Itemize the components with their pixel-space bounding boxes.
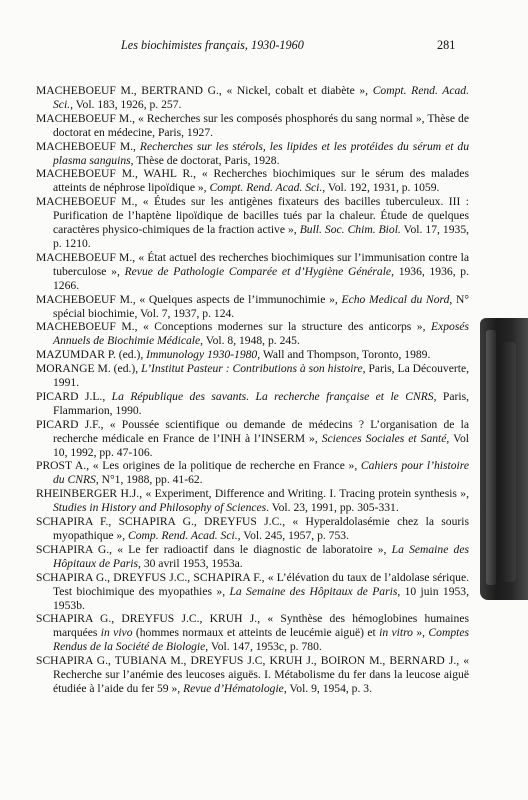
bibliography-entry [36, 515, 469, 543]
entry-text-segment: , Vol. 147, 1953c, p. 780. [205, 640, 322, 654]
entry-text-segment: SCHAPIRA G., DREYFUS J.C., KRUH J., « Synthèse des hémoglobines humaines marquées [36, 612, 469, 640]
entry-italic-segment: Revue d’Hématologie [183, 681, 284, 695]
entry-text-segment: MACHEBOEUF M., « Quelques aspects de l’immunochimie », [36, 292, 342, 306]
entry-italic-segment: Cahiers pour l’histoire du CNRS [53, 459, 469, 487]
bibliography-entry [36, 418, 469, 460]
running-title: Les biochimistes français, 1930-1960 [121, 38, 304, 52]
entry-italic-segment: Studies in History and Philosophy of Sciences [53, 501, 267, 515]
entry-text-segment: , Wall and Thompson, Toronto, 1989. [257, 348, 431, 362]
bibliography-entry [36, 84, 469, 112]
entry-italic-segment: Echo Medical du Nord [341, 292, 450, 306]
entry-text-segment: MACHEBOEUF M., « Études sur les antigènes fixateurs des bacilles tuberculeux. III : Purification de l’haptène lipoïdique de bacilles tués par la chaleur. Étude de quelques caractères physico-chimiques de la fraction active », [36, 195, 469, 237]
entry-text-segment: PICARD J.L., [36, 389, 112, 403]
entry-text-segment: SCHAPIRA G., TUBIANA M., DREYFUS J.C, KRUH J., BOIRON M., BERNARD J., « Recherche sur l’anémie des leucoses aiguës. I. Métabolisme du fer dans la leucose aiguë étudiée à l’aide du fer 59 », [36, 654, 469, 695]
entry-italic-segment: Recherches sur les stérols, les lipides et les protéides du sérum et du plasma sanguins [53, 139, 469, 167]
entry-text-segment: (hommes normaux et atteints de leucémie aiguë) et [132, 626, 380, 640]
entry-text-segment: , Vol. 9, 1954, p. 3. [283, 681, 372, 695]
bibliography-entry [36, 251, 469, 293]
entry-text-segment: PICARD J.F., « Poussée scientifique ou demande de médecins ? L’organisation de la recherche médicale en France de l’INH à l’INSERM », [36, 417, 469, 445]
entry-text-segment: MAZUMDAR P. (ed.), [36, 348, 147, 362]
entry-italic-segment: in vivo [100, 626, 133, 640]
bibliography-list [36, 84, 469, 696]
entry-text-segment: », [412, 626, 429, 640]
entry-text-segment: MORANGE M. (ed.), [36, 362, 142, 376]
bibliography-entry [36, 140, 469, 168]
entry-text-segment: , Vol. 192, 1931, p. 1059. [322, 181, 440, 195]
entry-text-segment: SCHAPIRA G., « Le fer radioactif dans le diagnostic de laboratoire », [36, 542, 392, 556]
entry-text-segment: , Paris, La Découverte, 1991. [53, 362, 469, 390]
entry-italic-segment: Comp. Rend. Acad. Sci. [128, 529, 238, 542]
book-binding-edge [480, 318, 528, 600]
entry-text-segment: PROST A., « Les origines de la politique de recherche en France », [36, 459, 361, 473]
entry-italic-segment: Immunology 1930-1980 [146, 348, 258, 362]
entry-text-segment: , 30 avril 1953, 1953a. [138, 556, 243, 570]
entry-text-segment: , Vol 10, 1992, pp. 47-106. [53, 431, 469, 459]
bibliography-entry [36, 390, 469, 418]
bibliography-entry [36, 654, 469, 696]
bibliography-entry [36, 362, 469, 390]
entry-text-segment: , Vol. 8, 1948, p. 245. [200, 334, 300, 348]
entry-italic-segment: in vitro [379, 626, 413, 640]
entry-text-segment: MACHEBOEUF M., « Conceptions modernes sur la structure des anticorps », [36, 320, 431, 334]
bibliography-entry [36, 293, 469, 321]
page-number: 281 [437, 38, 456, 52]
entry-text-segment: MACHEBOEUF M., BERTRAND G., « Nickel, cobalt et diabète », [36, 84, 373, 97]
entry-text-segment: MACHEBOEUF M., « Recherches sur les composés phosphorés du sang normal », Thèse de doctorat en médecine, Paris, 1927. [36, 111, 469, 139]
entry-italic-segment: La Semaine des Hôpitaux de Paris [229, 584, 398, 598]
entry-text-segment: Vol. 17, 1935, p. 1210. [53, 223, 470, 250]
entry-italic-segment: Comptes Rendus de la Société de Biologie [53, 626, 469, 654]
entry-text-segment: , 10 juin 1953, 1953b. [53, 584, 470, 612]
entry-text-segment: , Paris, Flammarion, 1990. [53, 389, 469, 417]
entry-text-segment: SCHAPIRA F., SCHAPIRA G., DREYFUS J.C., « Hyperaldolasémie chez la souris myopathique », [36, 515, 469, 542]
entry-italic-segment: Sciences Sociales et Santé [321, 431, 447, 445]
entry-text-segment: , Vol. 245, 1957, p. 753. [237, 529, 349, 542]
entry-italic-segment: Bull. Soc. Chim. Biol. [299, 223, 401, 237]
entry-text-segment: , Thèse de doctorat, Paris, 1928. [130, 153, 280, 167]
bibliography-entry [36, 459, 469, 487]
entry-italic-segment: La Semaine des Hôpitaux de Paris [53, 542, 469, 570]
entry-text-segment: , 1936, 1936, p. 1266. [53, 264, 470, 292]
entry-italic-segment: La République des savants. La recherche française et le CNRS [111, 389, 434, 403]
entry-text-segment: . Vol. 23, 1991, pp. 305-331. [266, 501, 399, 515]
entry-italic-segment: L’Institut Pasteur : Contributions à son histoire [141, 362, 363, 376]
entry-text-segment: MACHEBOEUF M., [36, 139, 140, 153]
entry-text-segment: , N° spécial biochimie, Vol. 7, 1937, p. 124. [53, 292, 469, 320]
entry-text-segment: SCHAPIRA G., DREYFUS J.C., SCHAPIRA F., « L’élévation du taux de l’aldolase sérique. Test biochimique des myopathies », [36, 570, 469, 598]
entry-italic-segment: Exposés Annuels de Biochimie Médicale [53, 320, 469, 348]
entry-italic-segment: Compt. Rend. Acad. Sci. [209, 181, 323, 195]
bibliography-entry [36, 348, 469, 362]
bibliography-entry [36, 571, 469, 613]
entry-text-segment: MACHEBOEUF M., « État actuel des recherches biochimiques sur l’immunisation contre la tuberculose », [36, 250, 469, 278]
bibliography-entry [36, 195, 469, 251]
bibliography-entry [36, 543, 469, 571]
bibliography-entry [36, 612, 469, 654]
entry-text-segment: , N°1, 1988, pp. 41-62. [95, 473, 203, 487]
running-head [0, 36, 528, 54]
bibliography-entry [36, 167, 469, 195]
entry-italic-segment: Compt. Rend. Acad. Sci. [53, 84, 469, 111]
bibliography-entry [36, 487, 469, 515]
entry-italic-segment: Revue de Pathologie Comparée et d’Hygiène Générale [124, 264, 392, 278]
entry-text-segment: RHEINBERGER H.J., « Experiment, Difference and Writing. I. Tracing protein synthesis », [36, 487, 469, 501]
entry-text-segment: MACHEBOEUF M., WAHL R., « Recherches biochimiques sur le sérum des malades atteints de néphrose lipoïdique », [36, 167, 469, 195]
entry-text-segment: , Vol. 183, 1926, p. 257. [70, 97, 182, 111]
bibliography-entry [36, 320, 469, 348]
bibliography-entry [36, 112, 469, 140]
